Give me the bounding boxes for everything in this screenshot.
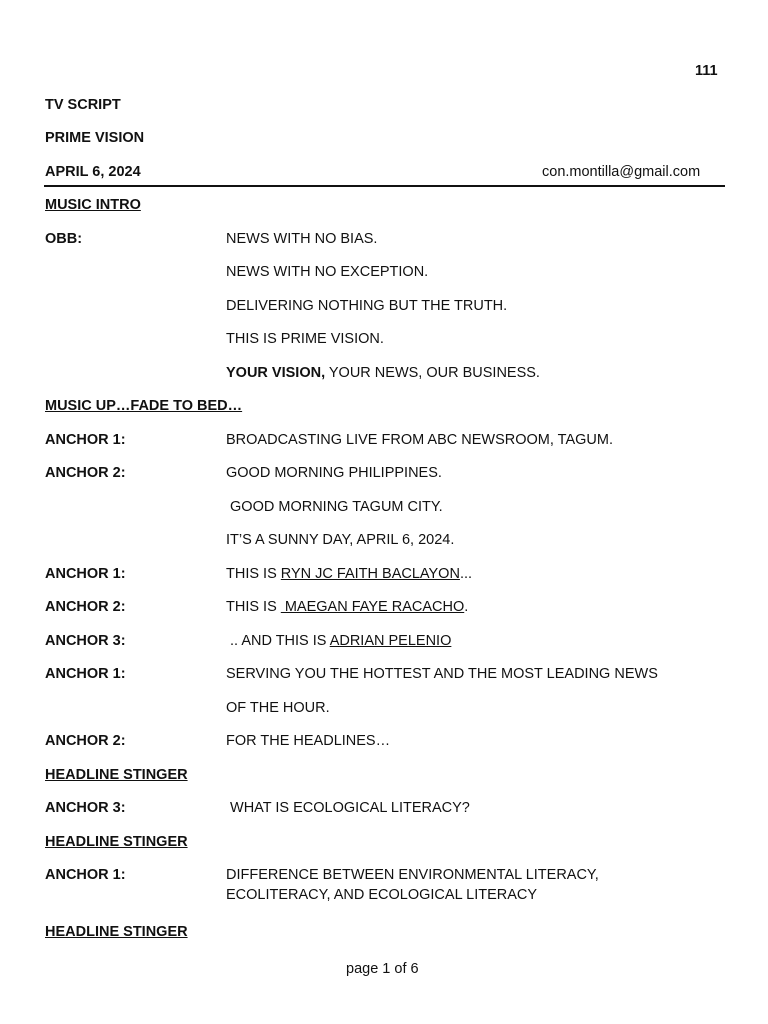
dialogue-line: FOR THE HEADLINES… xyxy=(226,733,391,749)
obb-tagline-bold: YOUR VISION, xyxy=(226,365,326,381)
program-title: PRIME VISION xyxy=(45,130,145,146)
contact-email: con.montilla@gmail.com xyxy=(542,164,701,180)
obb-tagline xyxy=(226,364,540,382)
anchor-1-name: RYN JC FAITH BACLAYON xyxy=(280,566,460,582)
intro-suffix: ... xyxy=(459,566,473,582)
dialogue-line xyxy=(226,598,468,616)
dialogue-line: SERVING YOU THE HOTTEST AND THE MOST LEADING NEWS xyxy=(226,666,658,682)
speaker-anchor-2: ANCHOR 2: xyxy=(45,733,126,749)
anchor-2-name: MAEGAN FAYE RACACHO xyxy=(280,599,465,615)
dialogue-line: GOOD MORNING PHILIPPINES. xyxy=(226,465,442,481)
section-music-up: MUSIC UP…FADE TO BED… xyxy=(45,398,243,414)
intro-suffix: . xyxy=(464,599,469,615)
obb-line: NEWS WITH NO EXCEPTION. xyxy=(226,264,429,280)
dialogue-line xyxy=(226,565,472,583)
dialogue-line: OF THE HOUR. xyxy=(226,700,330,716)
section-headline-stinger: HEADLINE STINGER xyxy=(45,924,188,940)
page-footer: page 1 of 6 xyxy=(346,961,419,977)
dialogue-line: DIFFERENCE BETWEEN ENVIRONMENTAL LITERACY, xyxy=(226,867,599,883)
intro-prefix: .. AND THIS IS xyxy=(226,633,330,649)
speaker-anchor-2: ANCHOR 2: xyxy=(45,599,126,615)
header-divider xyxy=(44,185,725,187)
dialogue-line: GOOD MORNING TAGUM CITY. xyxy=(226,499,443,515)
intro-prefix: THIS IS xyxy=(226,566,281,582)
obb-line: THIS IS PRIME VISION. xyxy=(226,331,384,347)
speaker-anchor-1: ANCHOR 1: xyxy=(45,867,126,883)
section-headline-stinger: HEADLINE STINGER xyxy=(45,834,188,850)
speaker-obb: OBB: xyxy=(45,231,83,247)
dialogue-line: IT’S A SUNNY DAY, APRIL 6, 2024. xyxy=(226,532,455,548)
obb-line: DELIVERING NOTHING BUT THE TRUTH. xyxy=(226,298,508,314)
speaker-anchor-1: ANCHOR 1: xyxy=(45,432,126,448)
script-date: APRIL 6, 2024 xyxy=(45,164,141,180)
speaker-anchor-1: ANCHOR 1: xyxy=(45,666,126,682)
anchor-3-name: ADRIAN PELENIO xyxy=(329,633,452,649)
page-number: 111 xyxy=(695,63,718,79)
doc-type: TV SCRIPT xyxy=(45,97,121,113)
dialogue-line: BROADCASTING LIVE FROM ABC NEWSROOM, TAGUM. xyxy=(226,432,613,448)
speaker-anchor-3: ANCHOR 3: xyxy=(45,800,126,816)
section-music-intro: MUSIC INTRO xyxy=(45,197,141,213)
section-headline-stinger: HEADLINE STINGER xyxy=(45,767,188,783)
speaker-anchor-3: ANCHOR 3: xyxy=(45,633,126,649)
dialogue-line: WHAT IS ECOLOGICAL LITERACY? xyxy=(226,800,470,816)
speaker-anchor-2: ANCHOR 2: xyxy=(45,465,126,481)
dialogue-line xyxy=(226,632,451,650)
speaker-anchor-1: ANCHOR 1: xyxy=(45,566,126,582)
obb-tagline-rest: YOUR NEWS, OUR BUSINESS. xyxy=(325,365,540,381)
obb-line: NEWS WITH NO BIAS. xyxy=(226,231,378,247)
dialogue-line: ECOLITERACY, AND ECOLOGICAL LITERACY xyxy=(226,887,538,903)
intro-prefix: THIS IS xyxy=(226,599,281,615)
